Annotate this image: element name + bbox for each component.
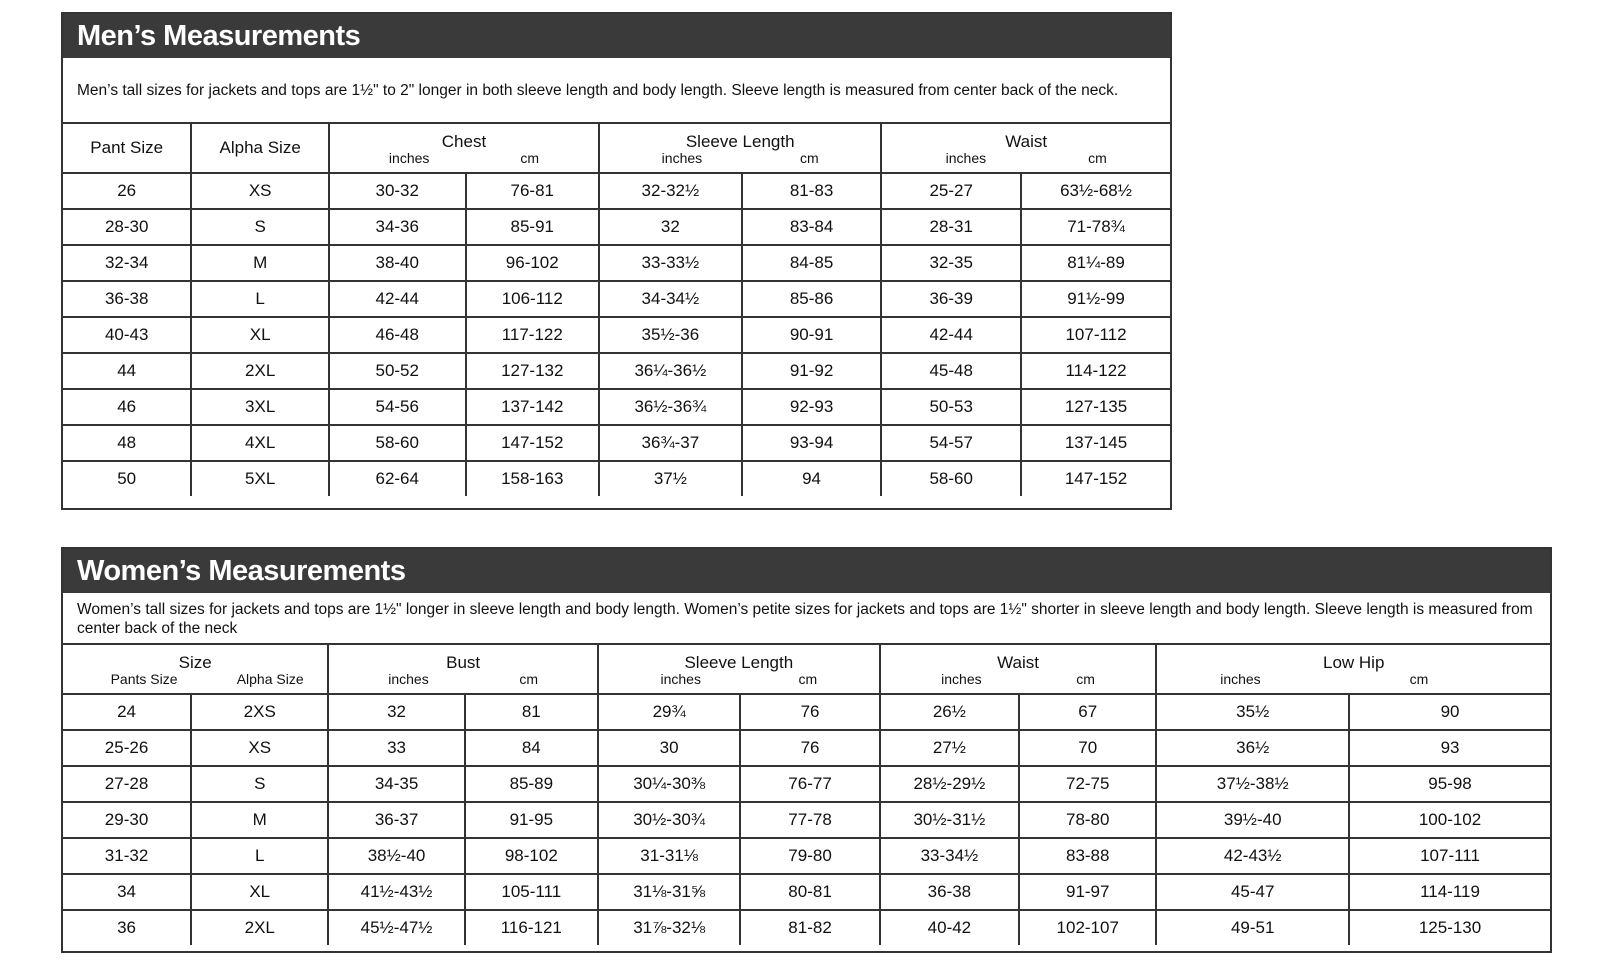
mens-size-table xyxy=(63,124,1170,496)
table-cell: 95-98 xyxy=(1349,766,1550,802)
table-cell: 38½-40 xyxy=(328,838,464,874)
chest-header xyxy=(329,124,599,173)
table-cell: 30 xyxy=(598,730,740,766)
table-cell: 114-122 xyxy=(1021,353,1170,389)
table-cell: 80-81 xyxy=(740,874,879,910)
bust-header xyxy=(328,645,598,694)
table-cell: 85-91 xyxy=(466,209,599,245)
table-cell: 37½-38½ xyxy=(1156,766,1349,802)
table-cell: 90-91 xyxy=(742,317,882,353)
w-waist-header xyxy=(880,645,1157,694)
table-cell: 24 xyxy=(63,694,191,730)
chest-cm-label: cm xyxy=(520,150,540,166)
table-cell: 31-31⅛ xyxy=(598,838,740,874)
table-cell: 30¼-30⅜ xyxy=(598,766,740,802)
table-cell: 37½ xyxy=(599,461,742,496)
table-cell: 81-82 xyxy=(740,910,879,945)
table-cell: 27-28 xyxy=(63,766,191,802)
table-cell: 94 xyxy=(742,461,882,496)
table-cell: 2XS xyxy=(191,694,328,730)
table-row xyxy=(63,461,1170,496)
table-cell: 98-102 xyxy=(465,838,598,874)
sleeve-length-header xyxy=(599,124,881,173)
table-cell: 25-26 xyxy=(63,730,191,766)
table-cell: 81¼-89 xyxy=(1021,245,1170,281)
table-cell: 31⅞-32⅛ xyxy=(598,910,740,945)
womens-note: Women’s tall sizes for jackets and tops are 1½" longer in sleeve length and body length. Women’s petite sizes for jackets and tops are 1½" shorter in sleeve length and body length. Sleeve length is measured from center back of the neck xyxy=(63,593,1550,645)
table-cell: XS xyxy=(191,730,328,766)
sleeve-length-label: Sleeve Length xyxy=(685,132,795,151)
table-cell: 27½ xyxy=(880,730,1019,766)
table-cell: L xyxy=(191,838,328,874)
table-cell: 46 xyxy=(63,389,191,425)
table-cell: 34-35 xyxy=(328,766,464,802)
table-cell: 32 xyxy=(328,694,464,730)
table-cell: 36¼-36½ xyxy=(599,353,742,389)
mens-measurements-section xyxy=(61,12,1172,510)
table-cell: 58-60 xyxy=(329,425,466,461)
table-cell: 96-102 xyxy=(466,245,599,281)
chest-label: Chest xyxy=(441,132,487,151)
table-cell: 39½-40 xyxy=(1156,802,1349,838)
table-cell: 147-152 xyxy=(466,425,599,461)
table-cell: 36-38 xyxy=(880,874,1019,910)
table-cell: 71-78¾ xyxy=(1021,209,1170,245)
table-cell: 36¾-37 xyxy=(599,425,742,461)
alpha-size-label: Alpha Size xyxy=(236,671,304,687)
table-row xyxy=(63,173,1170,209)
table-cell: 91-97 xyxy=(1019,874,1156,910)
table-cell: 35½-36 xyxy=(599,317,742,353)
table-cell: 76-77 xyxy=(740,766,879,802)
waist-cm-label: cm xyxy=(1088,150,1107,166)
table-cell: 92-93 xyxy=(742,389,882,425)
table-cell: 2XL xyxy=(191,910,328,945)
table-cell: 84 xyxy=(465,730,598,766)
table-cell: 30½-31½ xyxy=(880,802,1019,838)
table-cell: 32-32½ xyxy=(599,173,742,209)
table-cell: 34-36 xyxy=(329,209,466,245)
table-cell: 3XL xyxy=(191,389,329,425)
table-cell: 91-95 xyxy=(465,802,598,838)
w-waist-label: Waist xyxy=(997,653,1039,672)
table-cell: 91½-99 xyxy=(1021,281,1170,317)
w-waist-inches-label: inches xyxy=(941,671,982,687)
table-row xyxy=(63,874,1550,910)
table-row xyxy=(63,694,1550,730)
table-cell: 42-44 xyxy=(881,317,1021,353)
w-sleeve-length-header xyxy=(598,645,880,694)
table-cell: 29¾ xyxy=(598,694,740,730)
table-cell: 79-80 xyxy=(740,838,879,874)
table-cell: 107-111 xyxy=(1349,838,1550,874)
table-cell: 48 xyxy=(63,425,191,461)
mens-note: Men’s tall sizes for jackets and tops are 1½" to 2" longer in both sleeve length and body length. Sleeve length is measured from center back of the neck. xyxy=(63,58,1170,124)
low-hip-label: Low Hip xyxy=(1322,653,1385,672)
mens-title: Men’s Measurements xyxy=(63,14,1170,58)
table-cell: 26½ xyxy=(880,694,1019,730)
table-cell: 158-163 xyxy=(466,461,599,496)
table-cell: 78-80 xyxy=(1019,802,1156,838)
table-cell: 42-44 xyxy=(329,281,466,317)
table-cell: 33-34½ xyxy=(880,838,1019,874)
table-cell: 40-42 xyxy=(880,910,1019,945)
table-cell: 105-111 xyxy=(465,874,598,910)
table-cell: 83-84 xyxy=(742,209,882,245)
table-cell: 30½-30¾ xyxy=(598,802,740,838)
waist-header xyxy=(881,124,1170,173)
womens-title: Women’s Measurements xyxy=(63,549,1550,593)
table-cell: 36-38 xyxy=(63,281,191,317)
waist-label: Waist xyxy=(1005,132,1048,151)
table-row xyxy=(63,317,1170,353)
table-cell: 41½-43½ xyxy=(328,874,464,910)
table-cell: S xyxy=(191,209,329,245)
mens-header-row xyxy=(63,124,1170,173)
bust-inches-label: inches xyxy=(388,671,429,687)
table-cell: S xyxy=(191,766,328,802)
table-cell: 46-48 xyxy=(329,317,466,353)
table-cell: M xyxy=(191,802,328,838)
table-cell: 35½ xyxy=(1156,694,1349,730)
table-cell: 36 xyxy=(63,910,191,945)
table-cell: 29-30 xyxy=(63,802,191,838)
low-hip-inches-label: inches xyxy=(1220,671,1261,687)
table-row xyxy=(63,730,1550,766)
table-cell: XS xyxy=(191,173,329,209)
table-cell: 76-81 xyxy=(466,173,599,209)
table-row xyxy=(63,245,1170,281)
table-cell: 81-83 xyxy=(742,173,882,209)
table-cell: 81 xyxy=(465,694,598,730)
womens-header-row xyxy=(63,645,1550,694)
table-cell: 127-135 xyxy=(1021,389,1170,425)
table-cell: 50-52 xyxy=(329,353,466,389)
table-row xyxy=(63,209,1170,245)
table-cell: 106-112 xyxy=(466,281,599,317)
sleeve-cm-label: cm xyxy=(800,150,819,166)
table-cell: 31⅛-31⅝ xyxy=(598,874,740,910)
low-hip-cm-label: cm xyxy=(1409,671,1429,687)
table-cell: 36½-36¾ xyxy=(599,389,742,425)
table-cell: 93-94 xyxy=(742,425,882,461)
table-cell: 72-75 xyxy=(1019,766,1156,802)
table-cell: 32 xyxy=(599,209,742,245)
w-sleeve-length-label: Sleeve Length xyxy=(684,653,794,672)
table-cell: 25-27 xyxy=(881,173,1021,209)
table-cell: 36½ xyxy=(1156,730,1349,766)
table-cell: 100-102 xyxy=(1349,802,1550,838)
waist-inches-label: inches xyxy=(945,150,987,166)
table-cell: 32-35 xyxy=(881,245,1021,281)
bust-cm-label: cm xyxy=(519,671,539,687)
table-cell: 77-78 xyxy=(740,802,879,838)
table-cell: 91-92 xyxy=(742,353,882,389)
table-cell: 85-89 xyxy=(465,766,598,802)
table-cell: 34 xyxy=(63,874,191,910)
size-label: Size xyxy=(178,653,212,672)
w-sleeve-cm-label: cm xyxy=(798,671,818,687)
table-cell: 117-122 xyxy=(466,317,599,353)
table-cell: 50-53 xyxy=(881,389,1021,425)
table-cell: 114-119 xyxy=(1349,874,1550,910)
table-cell: 70 xyxy=(1019,730,1156,766)
chest-inches-label: inches xyxy=(388,150,430,166)
table-cell: XL xyxy=(191,317,329,353)
pants-size-label: Pants Size xyxy=(110,671,178,687)
table-cell: M xyxy=(191,245,329,281)
table-cell: 84-85 xyxy=(742,245,882,281)
table-cell: 31-32 xyxy=(63,838,191,874)
table-cell: 44 xyxy=(63,353,191,389)
table-cell: 45½-47½ xyxy=(328,910,464,945)
table-cell: 42-43½ xyxy=(1156,838,1349,874)
table-cell: 54-56 xyxy=(329,389,466,425)
table-cell: XL xyxy=(191,874,328,910)
table-row xyxy=(63,802,1550,838)
alpha-size-header: Alpha Size xyxy=(191,124,329,173)
table-cell: 45-47 xyxy=(1156,874,1349,910)
sleeve-inches-label: inches xyxy=(661,150,703,166)
table-cell: 30-32 xyxy=(329,173,466,209)
table-cell: 28-31 xyxy=(881,209,1021,245)
table-cell: 26 xyxy=(63,173,191,209)
table-cell: L xyxy=(191,281,329,317)
table-cell: 147-152 xyxy=(1021,461,1170,496)
table-row xyxy=(63,838,1550,874)
table-cell: 33-33½ xyxy=(599,245,742,281)
table-cell: 34-34½ xyxy=(599,281,742,317)
table-cell: 28½-29½ xyxy=(880,766,1019,802)
table-cell: 50 xyxy=(63,461,191,496)
table-cell: 45-48 xyxy=(881,353,1021,389)
table-cell: 90 xyxy=(1349,694,1550,730)
table-cell: 137-145 xyxy=(1021,425,1170,461)
table-cell: 2XL xyxy=(191,353,329,389)
table-cell: 49-51 xyxy=(1156,910,1349,945)
table-cell: 93 xyxy=(1349,730,1550,766)
table-cell: 76 xyxy=(740,694,879,730)
table-cell: 58-60 xyxy=(881,461,1021,496)
table-cell: 54-57 xyxy=(881,425,1021,461)
table-row xyxy=(63,766,1550,802)
w-sleeve-inches-label: inches xyxy=(660,671,701,687)
table-cell: 116-121 xyxy=(465,910,598,945)
table-cell: 137-142 xyxy=(466,389,599,425)
low-hip-header xyxy=(1156,645,1550,694)
table-cell: 102-107 xyxy=(1019,910,1156,945)
table-cell: 107-112 xyxy=(1021,317,1170,353)
table-row xyxy=(63,281,1170,317)
table-cell: 38-40 xyxy=(329,245,466,281)
table-cell: 76 xyxy=(740,730,879,766)
table-cell: 4XL xyxy=(191,425,329,461)
table-cell: 28-30 xyxy=(63,209,191,245)
table-row xyxy=(63,389,1170,425)
table-cell: 62-64 xyxy=(329,461,466,496)
table-row xyxy=(63,353,1170,389)
table-row xyxy=(63,425,1170,461)
table-cell: 32-34 xyxy=(63,245,191,281)
table-cell: 33 xyxy=(328,730,464,766)
table-cell: 127-132 xyxy=(466,353,599,389)
table-cell: 40-43 xyxy=(63,317,191,353)
womens-size-table xyxy=(63,645,1550,945)
table-cell: 36-37 xyxy=(328,802,464,838)
table-cell: 125-130 xyxy=(1349,910,1550,945)
womens-measurements-section xyxy=(61,547,1552,953)
table-cell: 36-39 xyxy=(881,281,1021,317)
table-cell: 63½-68½ xyxy=(1021,173,1170,209)
w-waist-cm-label: cm xyxy=(1076,671,1095,687)
table-cell: 67 xyxy=(1019,694,1156,730)
table-cell: 83-88 xyxy=(1019,838,1156,874)
bust-label: Bust xyxy=(446,653,481,672)
table-cell: 85-86 xyxy=(742,281,882,317)
table-row xyxy=(63,910,1550,945)
size-header xyxy=(63,645,328,694)
pant-size-header: Pant Size xyxy=(63,124,191,173)
table-cell: 5XL xyxy=(191,461,329,496)
